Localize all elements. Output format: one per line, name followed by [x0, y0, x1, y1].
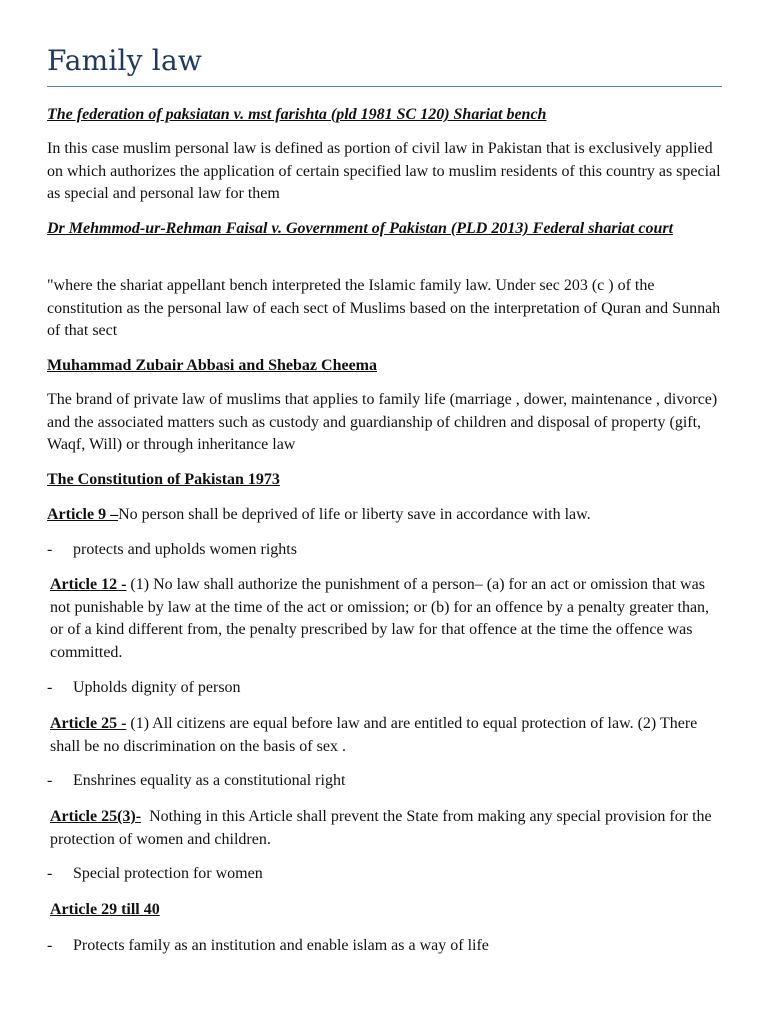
article25-3-paragraph	[50, 806, 722, 851]
article25-paragraph	[50, 713, 722, 758]
constitution-heading: The Constitution of Pakistan 1973	[47, 471, 280, 488]
article25-text: (1) All citizens are equal before law and are entitled to equal protection of law. (2) There shall be no discrimination on the basis of sex .	[50, 715, 698, 755]
bullet-article25-3-text: Special protection for women	[73, 865, 263, 882]
article12-paragraph	[50, 574, 722, 664]
title-underline-rule	[47, 86, 722, 87]
case2-heading: Dr Mehmmod-ur-Rehman Faisal v. Government of Pakistan (PLD 2013) Federal shariat court	[47, 220, 674, 237]
article25-3-label: Article 25(3)-	[50, 808, 142, 825]
article9-text: No person shall be deprived of life or liberty save in accordance with law.	[118, 506, 591, 523]
article25-label: Article 25 -	[50, 715, 127, 732]
case2-paragraph: "where the shariat appellant bench interpreted the Islamic family law. Under sec 203 (c ) of the constitution as the personal law of each sect of Muslims based on the interpretation of Quran and Sunnah of that sect	[47, 277, 721, 340]
case1-paragraph: In this case muslim personal law is defined as portion of civil law in Pakistan that is exclusively applied on which authorizes the application of certain specified law to muslim residents of this country as special as special and personal law for them	[47, 140, 721, 203]
bullet-article29-text: Protects family as an institution and enable islam as a way of life	[73, 937, 489, 954]
article12-text: (1) No law shall authorize the punishment of a person– (a) for an act or omission that was not punishable by law at the time of the act or omission; or (b) for an offence by a penalty greater than, or of a kind different from, the penalty prescribed by law for that offence at the time the offence was committed.	[50, 576, 710, 661]
authors-paragraph: The brand of private law of muslims that applies to family life (marriage , dower, maintenance , divorce) and the associated matters such as custody and guardianship of children and disposal of property (gift, Waqf, Will) or through inheritance law	[47, 391, 718, 454]
bullet-dash: -	[47, 772, 53, 789]
article12-label: Article 12 -	[50, 576, 127, 593]
bullet-dash: -	[47, 541, 53, 558]
case1-heading: The federation of paksiatan v. mst farishta (pld 1981 SC 120) Shariat bench	[47, 106, 547, 123]
article9-label: Article 9 –	[47, 506, 119, 523]
bullet-dash: -	[47, 865, 53, 882]
page-title: Family law	[47, 44, 203, 77]
bullet-dash: -	[47, 679, 53, 696]
bullet-article25-text: Enshrines equality as a constitutional right	[73, 772, 346, 789]
bullet-article12-text: Upholds dignity of person	[73, 679, 241, 696]
article9-paragraph	[47, 504, 722, 527]
bullet-dash: -	[47, 937, 53, 954]
authors-heading: Muhammad Zubair Abbasi and Shebaz Cheema	[47, 357, 377, 374]
bullet-article9-text: protects and upholds women rights	[73, 541, 297, 558]
article25-3-text: Nothing in this Article shall prevent the State from making any special provision for the protection of women and children.	[50, 808, 716, 848]
article29-heading: Article 29 till 40	[50, 901, 160, 918]
